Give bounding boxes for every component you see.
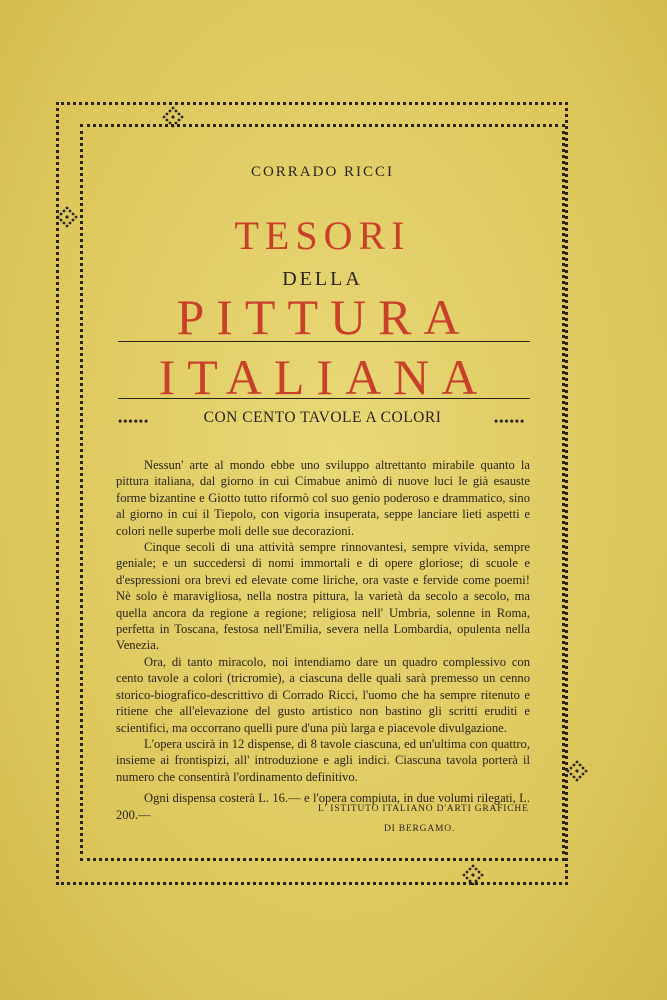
body-text <box>116 457 530 785</box>
paragraph-3: Ora, di tanto miracolo, noi intendiamo dare un quadro complessivo con cento tavole a colori (tricromie), a ciascuna delle quali sarà premesso un cenno storico-biografico-descrittivo di Corrado Ricci, l'uomo che ha sempre ritenuto e ritiene che all'elevazione del gusto artistico non bastino gli scritti eruditi e scientifici, ma occorrano quelli pure d'una più larga e piacevole divulgazione. <box>116 654 530 735</box>
publisher-line-1: L' ISTITUTO ITALIANO D'ARTI GRAFICHE <box>318 804 529 814</box>
paragraph-1: Nessun' arte al mondo ebbe uno sviluppo altrettanto mirabile quanto la pittura italiana, dal giorno in cui Cimabue animò di nuove luci le già esauste forme bizantine e Giotto tutto riformò col suo genio poderoso e drammatico, sino al giorno in cui il Tiepolo, con vigoria insuperata, seppe lanciare lieti aspetti e colori nelle superbe moli delle sue decorazioni. <box>116 458 530 538</box>
title-italiana: ITALIANA <box>158 349 490 405</box>
publisher-line-2: DI BERGAMO. <box>384 824 456 834</box>
title-pittura: PITTURA <box>176 289 472 345</box>
title-tesori: TESORI <box>234 213 411 258</box>
title-della: DELLA <box>282 268 363 290</box>
top-ornament-icon <box>162 106 184 128</box>
left-ornament-icon <box>56 206 78 228</box>
paragraph-4: L'opera uscirà in 12 dispense, di 8 tavole ciascuna, ed un'ultima con quattro, insieme ai frontispizi, all' introduzione e agli indici. Ciascuna tavola porterà il numero che consentirà l'ordinamento definitivo. <box>116 736 530 784</box>
subtitle-dots-left: •••••• <box>118 414 150 428</box>
subtitle: CON CENTO TAVOLE A COLORI <box>203 409 442 426</box>
title-rule-upper <box>118 341 530 342</box>
subtitle-dots-right: •••••• <box>494 414 526 428</box>
title-rule-lower <box>118 398 530 399</box>
author-name: CORRADO RICCI <box>250 164 395 180</box>
right-ornament-icon <box>566 760 588 782</box>
price-notice: Ogni dispensa costerà L. 16.— e l'opera compiuta, in due volumi rilegati, L. 200.— <box>116 791 530 822</box>
bottom-ornament-icon <box>462 864 484 886</box>
paragraph-2: Cinque secoli di una attività sempre rinnovantesi, sempre vivida, sempre geniale; e un succedersi di nomi immortali e di opere gloriose; di scuole e d'espressioni ora brevi ed elevate come liriche, ora vaste e fervide come poemi! Nè solo è maravigliosa, nella nostra pittura, la varietà da secolo a secolo, ma quella ancora da regione a regione; religiosa nell' Umbria, solenne in Roma, perfetta in Toscana, festosa nell'Emilia, severa nella Lombardia, opulenta nella Venezia. <box>116 540 530 653</box>
